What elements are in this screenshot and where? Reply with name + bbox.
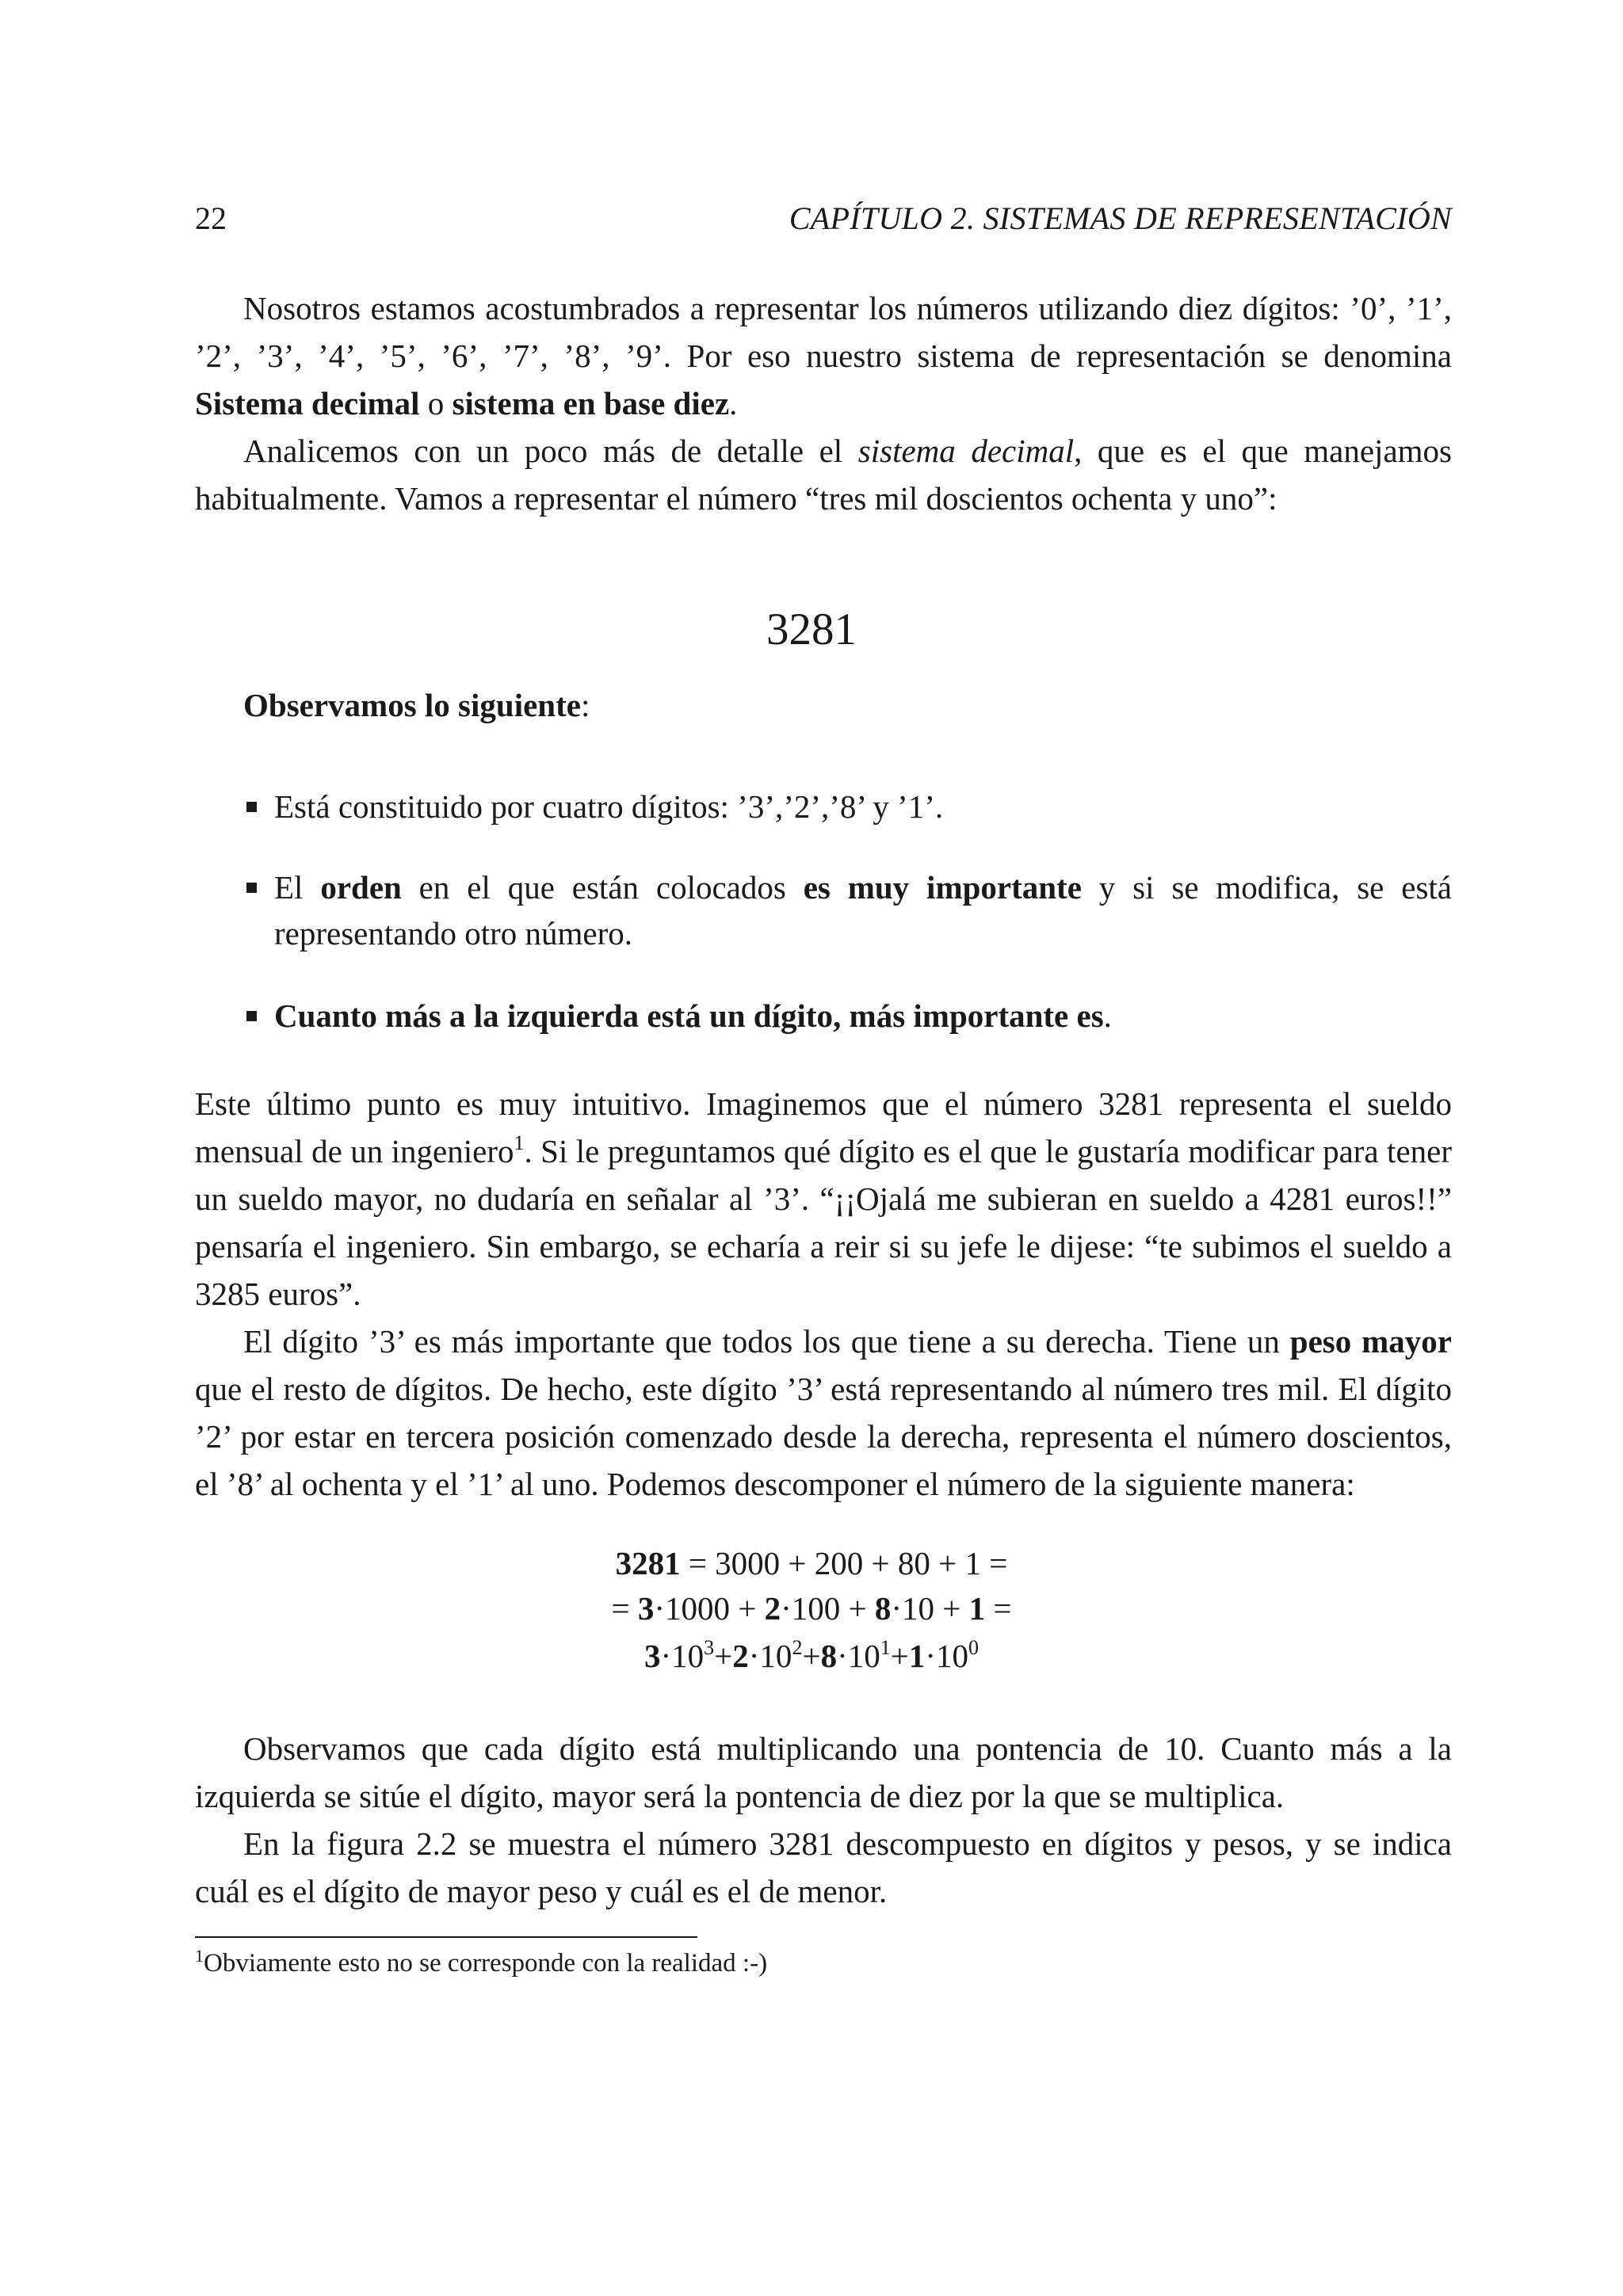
example-number: 3281	[766, 605, 857, 654]
paragraph-powers: Observamos que cada dígito está multiplicando una pontencia de 10. Cuanto más a la izquierda se sitúe el dígito, mayor será la pontencia de diez por la que se multiplica.	[195, 1730, 1452, 1814]
footnote-reference: 1	[514, 1131, 525, 1154]
bullet-list-2	[241, 864, 1452, 956]
paragraph-analysis: Analicemos con un poco más de detalle el sistema decimal, que es el que manejamos habitualmente. Vamos a representar el número “tres mil doscientos ochenta y uno”:	[195, 433, 1452, 517]
equation-line-2: = 3·1000 + 2·100 + 8·10 + 1 =	[611, 1590, 1012, 1627]
list-item: Cuanto más a la izquierda está un dígito, más importante es.	[241, 993, 1452, 1039]
footnote-rule	[195, 1936, 697, 1938]
bullet-square-icon	[246, 1011, 257, 1021]
paragraph-intuitive: Este último punto es muy intuitivo. Imaginemos que el número 3281 representa el sueldo mensual de un ingeniero$^1$. Si le preguntamos qué dígito es el que le gustaría modificar para tener un sueldo mayor, no dudaría en señalar al ’3’. “¡¡Ojalá me subieran en sueldo a 4281 euros!!” pensaría el ingeniero. Sin embargo, se echaría a reir si su jefe le dijese: “te subimos el sueldo a 3285 euros”.	[195, 1085, 1452, 1312]
bullet-square-icon	[246, 883, 257, 893]
intro-paragraphs	[195, 284, 1452, 522]
footnote-text: Obviamente esto no se corresponde con la realidad :-)	[204, 1949, 768, 1978]
running-title: CAPÍTULO 2. SISTEMAS DE REPRESENTACIÓN	[789, 200, 1452, 236]
equation-line-1: 3281 = 3000 + 200 + 80 + 1 =	[615, 1545, 1008, 1581]
paragraph-weight: El dígito ’3’ es más importante que todos los que tiene a su derecha. Tiene un peso mayor que el resto de dígitos. De hecho, este dígito ’3’ está representando al número tres mil. El dígito ’2’ por estar en tercera posición comenzado desde la derecha, representa el número doscientos, el ’8’ al ochenta y el ’1’ al uno. Podemos descomponer el número de la siguiente manera:	[195, 1323, 1452, 1502]
footnote-mark: 1	[195, 1946, 204, 1966]
list-item: Está constituido por cuatro dígitos: ’3’,’2’,’8’ y ’1’.	[241, 784, 1452, 830]
list-item: El orden en el que están colocados es muy importante y si se modifica, se está representando otro número.	[241, 864, 1452, 956]
bullet-list-3	[241, 993, 1452, 1039]
paragraph-figure-ref: En la figura 2.2 se muestra el número 3281 descompuesto en dígitos y pesos, y se indica cuál es el dígito de mayor peso y cuál es el de menor.	[195, 1825, 1452, 1909]
body-paragraphs	[195, 1080, 1452, 1508]
page-number: 22	[195, 200, 227, 236]
paragraph-digits: Nosotros estamos acostumbrados a representar los números utilizando diez dígitos: ’0’, ’1’, ’2’, ’3’, ’4’, ’5’, ’6’, ’7’, ’8’, ’9’. Por eso nuestro sistema de representación se denomina Sistema decimal o sistema en base diez.	[195, 290, 1452, 421]
footnote	[195, 1946, 767, 1981]
closing-paragraphs	[195, 1725, 1452, 1915]
page-header	[195, 200, 1452, 241]
bullet-list	[241, 784, 1452, 830]
equation-line-3: $3\cdot 10^3+2\cdot 10^2+8\cdot 10^1+1\cdot 10^0$	[644, 1636, 979, 1674]
bullet-square-icon	[246, 802, 257, 812]
observe-heading: Observamos lo siguiente:	[243, 687, 590, 723]
